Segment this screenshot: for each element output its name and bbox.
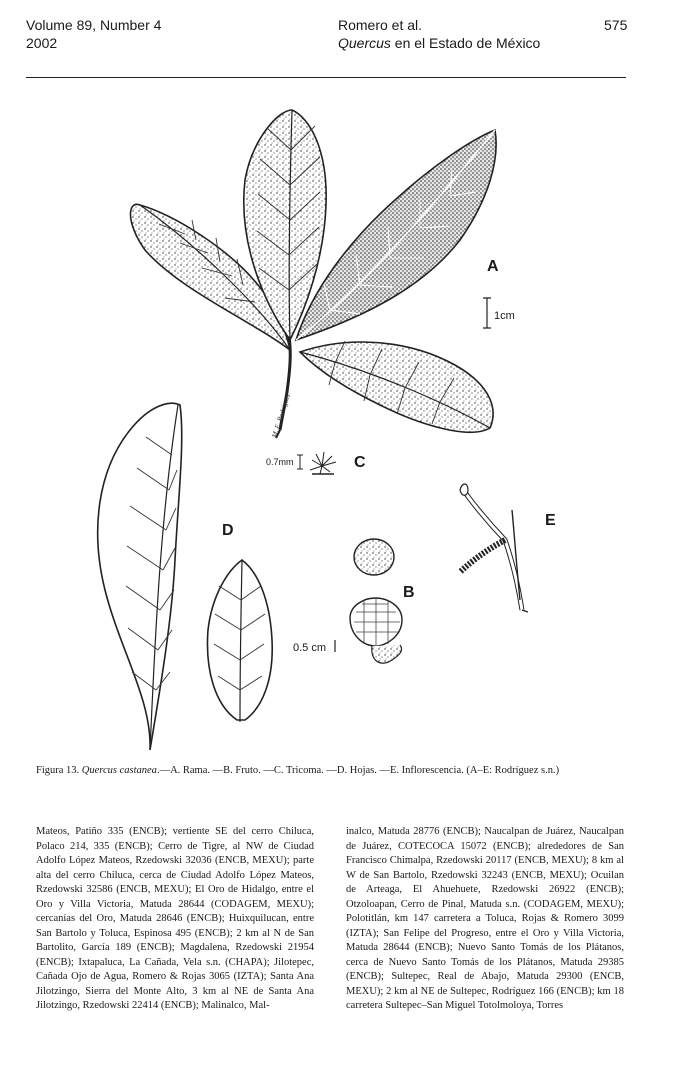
branch-a-leaf-right-dark: [296, 130, 496, 340]
figure-label-a: A: [487, 258, 499, 275]
body-paragraph-left: Mateos, Patiño 335 (ENCB); vertiente SE del cerro Chiluca, Polaco 214, 335 (ENCB); Cerro de Tigre, al NW de Ciudad Adolfo López Mateos, Rzedowski 32036 (ENCB, MEXU); parte alta del cerro Chiluca, cerca de Ciudad Adolfo López Mateos, Rzedowski 32586 (ENCB, MEXU); El Oro de Hidalgo, entre el Oro y Villa Victoria, Matuda 28644 (CODAGEM, MEXU); cercanías del Oro, Matuda 28646 (ENCB); Huixquilucan, entre San Bartolo y Toluca, Espinosa 495 (ENCB); 2 km al N de San Bartolito, García 189 (ENCB); Magdalena, Rzedowski 21954 (ENCB); Ixtapaluca, La Cañada, Vela s.n. (CHAPA); Jilotepec, Cañada Ojo de Agua, Romero & Rojas 3065 (IZTA); Santa Ana Jilotzingo, Sierra del Monte Alto, 3 km al NE de Santa Ana Jilotzingo, Rzedowski 22414 (ENCB); Malinalco, Mal-: [36, 826, 314, 1011]
scale-label-c: 0.7mm: [266, 457, 294, 467]
caption-prefix: Figura 13.: [36, 765, 82, 776]
figure-label-e: E: [545, 512, 556, 529]
figure-caption: [36, 764, 626, 778]
inflorescence-e: [460, 484, 528, 612]
journal-year: 2002: [26, 35, 58, 51]
body-column-left: [36, 825, 314, 1014]
scale-label-a: 1cm: [494, 310, 515, 322]
authors: Romero et al.: [338, 17, 423, 33]
short-title-genus: Quercus: [338, 35, 391, 51]
body-column-right: [346, 825, 624, 1014]
leaf-d-small: [207, 560, 272, 722]
running-header-center: [338, 16, 540, 52]
trichome-illustration-c: [297, 452, 336, 474]
illustrator-signature: M. E. Rodríguez: [270, 392, 293, 439]
short-title: [338, 34, 540, 52]
scale-label-b: 0.5 cm: [293, 642, 327, 654]
figure-label-c: C: [354, 454, 366, 471]
page-number: 575: [604, 17, 628, 33]
scale-bar-a: [483, 298, 491, 328]
figure-label-d: D: [222, 522, 234, 539]
acorn-fruit-b: [350, 539, 402, 663]
branch-a-leaf-lower-right: [300, 341, 493, 432]
running-header-left: [26, 16, 161, 52]
short-title-rest: en el Estado de México: [390, 35, 541, 51]
header-rule: [26, 77, 626, 78]
caption-species: Quercus castanea: [81, 765, 157, 776]
journal-volume: Volume 89, Number 4: [26, 17, 162, 33]
body-paragraph-right: inalco, Matuda 28776 (ENCB); Naucalpan de Juárez, Naucalpan de Juárez, COTECOCA 15072 (ENCB); alrededores de San Francisco Chimalpa, Rzedowski 20117 (ENCB, MEXU); 8 km al W de San Bartolo, Rzedowski 32243 (ENCB, MEXU); Ocuilan de Arteaga, El Ahuehuete, Rzedowski 26922 (ENCB); Otzoloapan, Cerro de Pinal, Matuda s.n. (CODAGEM, MEXU); Polotitlán, km 147 carretera a Toluca, Rojas & Romero 3099 (IZTA); San Felipe del Progreso, entre el Oro y Villa Victoria, Matuda 28644 (ENCB); Nuevo Santo Tomás de los Plátanos, cerca de Nuevo Santo Tomás de los Plátanos, Matuda 29385 (ENCB); Sultepec, Real de Abajo, Matuda 29300 (ENCB, MEXU); 2 km al NE de Sultepec, Rodríguez 166 (ENCB); km 18 carretera Sultepec–San Miguel Totolmoloya, Torres: [346, 826, 624, 1011]
leaf-d-large: [98, 403, 182, 750]
botanical-figure: [0, 90, 682, 760]
caption-text: .—A. Rama. —B. Fruto. —C. Tricoma. —D. Hojas. —E. Inflorescencia. (A–E: Rodríguez s.n.): [156, 765, 560, 776]
figure-label-b: B: [403, 584, 415, 601]
figure-illustration: [0, 90, 682, 760]
